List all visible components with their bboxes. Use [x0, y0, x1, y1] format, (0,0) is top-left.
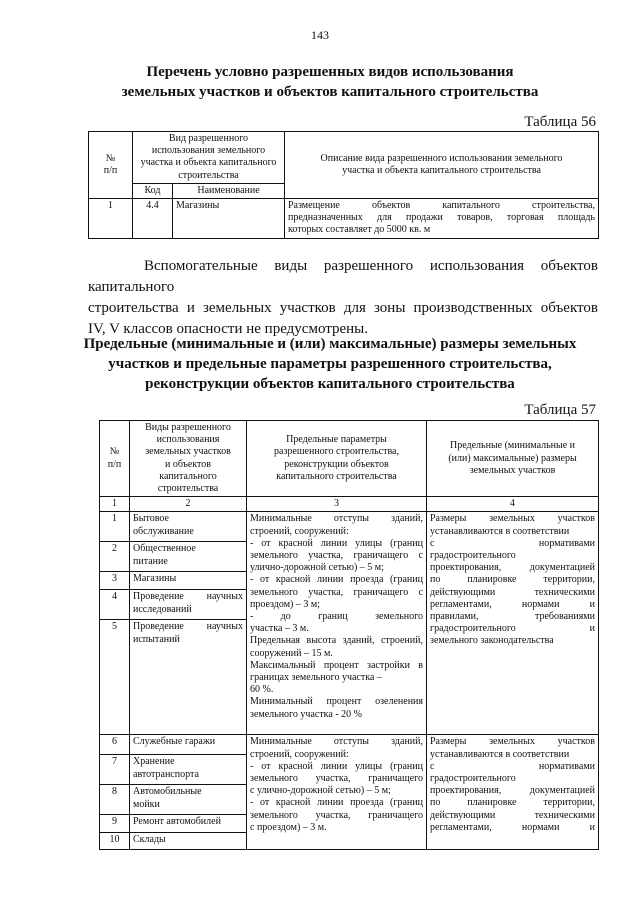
cell-line: действующими техническими — [430, 586, 595, 598]
cell-line: участка – 3 м. — [250, 623, 309, 635]
auxiliary-uses-paragraph — [88, 256, 598, 340]
cell-line: градостроительного — [430, 550, 516, 562]
cell-line: реконструкции объектов — [284, 458, 389, 470]
cell-line: капитального — [159, 470, 217, 482]
group-sizes-cell — [427, 735, 599, 850]
row-name: Магазины — [173, 199, 285, 239]
heading-permitted-uses — [60, 62, 600, 102]
cell-line: проектирования, документацией — [430, 785, 595, 797]
cell-line: градостроительного и — [430, 623, 595, 635]
row-num: 9 — [100, 815, 130, 833]
col-desc-header — [285, 132, 599, 199]
heading-line: Предельные (минимальные и (или) максимальные) размеры земельных — [83, 336, 577, 352]
row-code: 4.4 — [133, 199, 173, 239]
heading-line: земельных участков и объектов капитального строительства — [121, 84, 539, 100]
row-use-name — [130, 590, 247, 620]
group-2-rows — [100, 735, 599, 850]
row-use-name — [130, 542, 247, 572]
cell-line: - от красной линии проезда (границ — [250, 797, 423, 809]
row-desc — [285, 199, 599, 239]
cell-line: Проведение научных — [133, 621, 243, 633]
heading-line: Перечень условно разрешенных видов использования — [146, 64, 514, 80]
cell-line: - от красной линии проезда (границ — [250, 574, 423, 586]
cell-line: участка и объекта капитального строительства — [342, 165, 541, 176]
cell-line: строительства — [178, 169, 239, 181]
cell-line: земельного участка, граничащего — [250, 773, 423, 785]
cell-line: предназначенных для продажи товаров, торговая площадь — [288, 212, 595, 224]
row-use-name — [130, 512, 247, 542]
column-number-row — [100, 497, 599, 512]
row-num: 8 — [100, 785, 130, 815]
col-name-header: Наименование — [173, 183, 285, 198]
cell-line: Автомобильные — [133, 786, 202, 798]
col-kind-header — [130, 421, 247, 497]
cell-line: с проездом) – 3 м. — [250, 821, 327, 833]
paragraph-line: IV, V классов опасности не предусмотрены. — [88, 321, 369, 337]
cell-line: регламентами, нормами и — [430, 598, 595, 610]
cell-line: сооружений – 15 м. — [250, 647, 333, 659]
cell-line: строений, сооружений: — [250, 748, 349, 760]
cell-line: мойки — [133, 798, 160, 810]
heading-line: реконструкции объектов капитального строительства — [145, 376, 515, 392]
cell-line: Виды разрешенного — [145, 422, 231, 433]
cell-line: Магазины — [133, 573, 177, 585]
cell-line: п/п — [107, 458, 122, 470]
column-number: 2 — [130, 497, 247, 512]
row-num: 1 — [89, 199, 133, 239]
row-num: 2 — [100, 542, 130, 572]
col-sizes-header — [427, 421, 599, 497]
cell-line: Склады — [133, 834, 166, 846]
row-use-name — [130, 755, 247, 785]
cell-line: питание — [133, 555, 168, 567]
table57-caption: Таблица 57 — [524, 402, 596, 418]
group-sizes-cell — [427, 512, 599, 735]
cell-line: границах земельного участка – — [250, 672, 382, 684]
cell-line: Минимальные отступы зданий, — [250, 736, 423, 748]
row-use-name — [130, 833, 247, 850]
cell-line: устанавливаются в соответствии — [430, 748, 570, 760]
cell-line: устанавливаются в соответствии — [430, 525, 570, 537]
cell-line: с нормативами — [430, 537, 595, 549]
cell-line: с нормативами — [430, 760, 595, 772]
cell-line: капитального строительства — [276, 470, 397, 482]
cell-line: Минимальный процент озеленения — [250, 696, 423, 708]
cell-line: Предельные параметры — [286, 434, 387, 446]
cell-line: строительства — [157, 483, 219, 495]
cell-line: земельного участка, граничащего с — [250, 550, 423, 562]
cell-line: исследований — [133, 603, 192, 615]
cell-line: Вид разрешенного — [168, 133, 249, 144]
row-num: 5 — [100, 620, 130, 735]
row-num: 6 — [100, 735, 130, 755]
cell-line: участка и объекта капитального — [140, 157, 277, 169]
cell-line: Бытовое — [133, 513, 169, 525]
cell-line: Максимальный процент застройки в — [250, 659, 423, 671]
row-num: 1 — [100, 512, 130, 542]
cell-line: земельного участка, граничащего — [250, 809, 423, 821]
cell-line: Размеры земельных участков — [430, 513, 595, 525]
cell-line: Ремонт автомобилей — [133, 816, 221, 828]
cell-line: - до границ земельного — [250, 611, 423, 623]
page-number: 143 — [311, 28, 329, 42]
cell-line: 60 %. — [250, 684, 274, 696]
table-57 — [99, 420, 599, 850]
table-56 — [88, 131, 599, 239]
cell-line: - от красной линии улицы (границ — [250, 537, 423, 549]
row-use-name — [130, 572, 247, 590]
column-number: 1 — [100, 497, 130, 512]
cell-line: строений, сооружений: — [250, 525, 349, 537]
cell-line: разрешенного строительства, — [274, 446, 399, 458]
cell-line: градостроительного — [430, 773, 516, 785]
cell-line: которых составляет до 5000 кв. м — [288, 224, 431, 236]
cell-line: № — [109, 446, 120, 458]
table56-caption: Таблица 56 — [524, 114, 596, 130]
row-use-name — [130, 735, 247, 755]
cell-line: проездом) – 3 м; — [250, 598, 320, 610]
cell-line: с улично-дорожной сетью) – 5 м; — [250, 785, 391, 797]
row-use-name — [130, 815, 247, 833]
heading-line: участков и предельные параметры разрешенного строительства, — [108, 356, 552, 372]
row-num: 10 — [100, 833, 130, 850]
cell-line: улично-дорожной сетью) – 5 м; — [250, 562, 384, 574]
cell-line: (или) максимальные) размеры — [448, 452, 577, 464]
cell-line: Размеры земельных участков — [430, 736, 595, 748]
column-number: 3 — [247, 497, 427, 512]
col-params-header — [247, 421, 427, 497]
column-number: 4 — [427, 497, 599, 512]
cell-line: регламентами, нормами и — [430, 821, 595, 833]
cell-line: земельного законодательства — [430, 635, 554, 647]
cell-line: земельных участков — [469, 464, 556, 476]
cell-line: Предельные (минимальные и — [449, 440, 576, 452]
cell-line: Минимальные отступы зданий, — [250, 513, 423, 525]
cell-line: Хранение — [133, 756, 175, 768]
group-1-rows — [100, 512, 599, 735]
table-row — [100, 735, 599, 755]
cell-line: - от красной линии улицы (границ — [250, 760, 423, 772]
cell-line: правилами, требованиями — [430, 611, 595, 623]
cell-line: действующими техническими — [430, 809, 595, 821]
row-num: 4 — [100, 590, 130, 620]
paragraph-line: Вспомогательные виды разрешенного использования объектов капитального — [88, 258, 598, 295]
col-num-header — [100, 421, 130, 497]
cell-line: по планировке территории, — [430, 797, 595, 809]
cell-line: использования земельного — [151, 145, 266, 157]
cell-line: обслуживание — [133, 525, 194, 537]
cell-line: № — [105, 152, 116, 164]
paragraph-line: строительства и земельных участков для зоны производственных объектов — [88, 300, 598, 316]
cell-line: земельного участка - 20 % — [250, 708, 362, 720]
row-num: 7 — [100, 755, 130, 785]
cell-line: испытаний — [133, 633, 180, 645]
cell-line: Описание вида разрешенного использования земельного — [320, 152, 563, 164]
cell-line: по планировке территории, — [430, 574, 595, 586]
col-num-header — [89, 132, 133, 199]
row-use-name — [130, 785, 247, 815]
cell-line: земельного участка, граничащего с — [250, 586, 423, 598]
cell-line: Служебные гаражи — [133, 736, 216, 748]
cell-line: Предельная высота зданий, строений, — [250, 635, 423, 647]
cell-line: п/п — [103, 165, 118, 176]
table-row — [89, 199, 599, 239]
group-params-cell — [247, 735, 427, 850]
cell-line: проектирования, документацией — [430, 562, 595, 574]
row-num: 3 — [100, 572, 130, 590]
heading-limit-parameters — [60, 334, 600, 394]
cell-line: Общественное — [133, 543, 196, 555]
col-code-header: Код — [133, 183, 173, 198]
cell-line: использования — [156, 434, 220, 446]
cell-line: Проведение научных — [133, 591, 243, 603]
cell-line: и объектов — [165, 458, 211, 470]
row-use-name — [130, 620, 247, 735]
cell-line: земельных участков — [145, 446, 231, 458]
col-kind-header — [133, 132, 285, 184]
cell-line: Размещение объектов капитального строительства, — [288, 200, 595, 212]
cell-line: автотранспорта — [133, 768, 199, 780]
table-row — [100, 512, 599, 542]
group-params-cell — [247, 512, 427, 735]
